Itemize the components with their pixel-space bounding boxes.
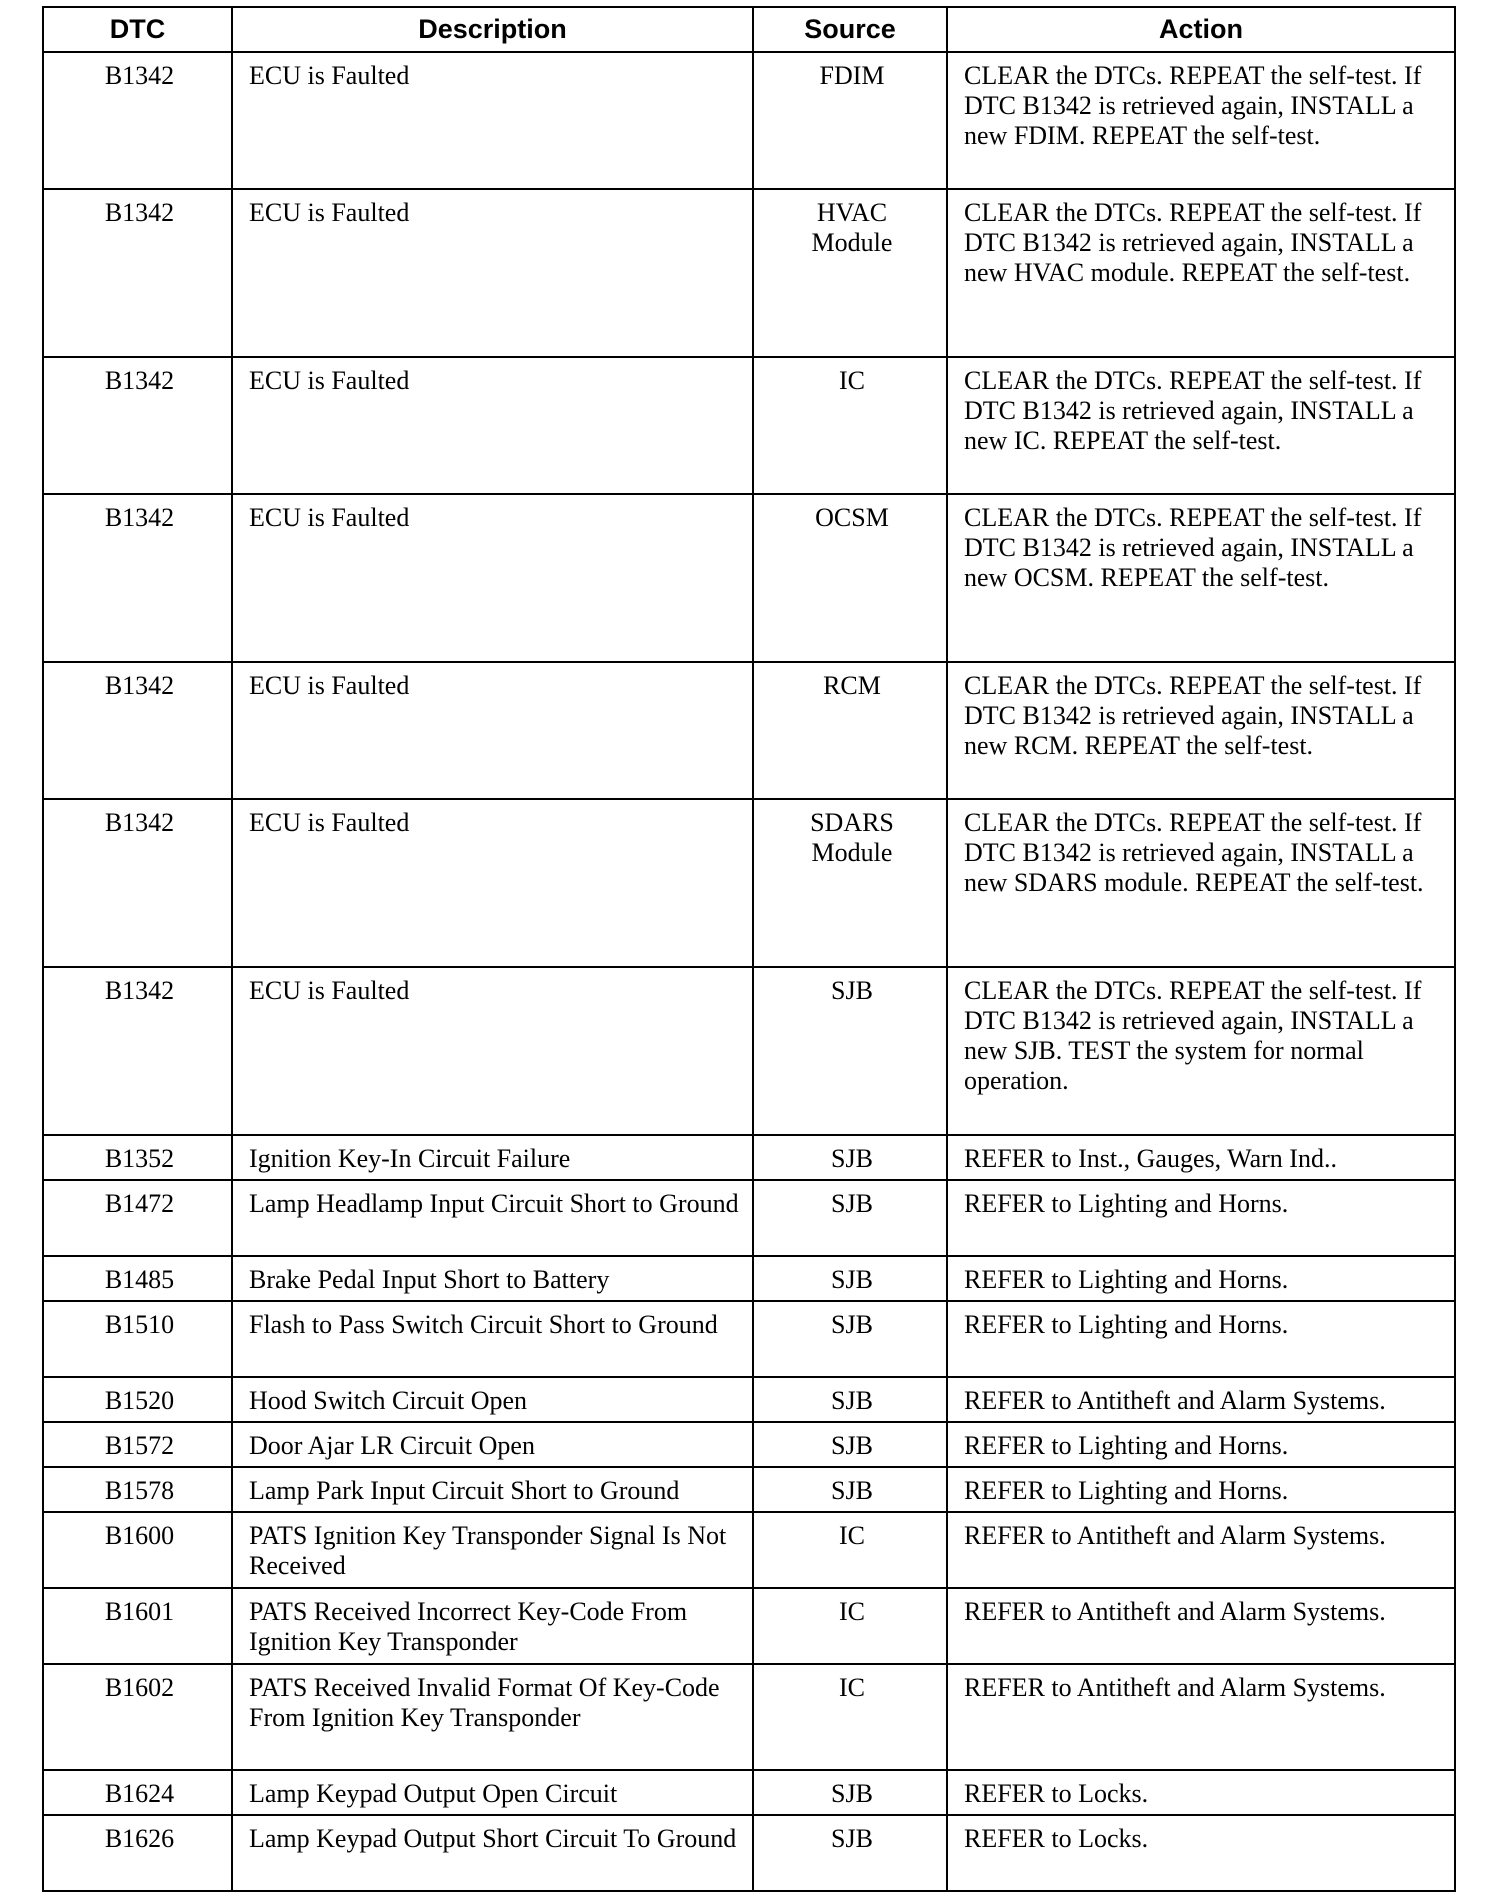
source-cell: SDARS Module [753, 799, 947, 967]
dtc-cell: B1342 [43, 799, 232, 967]
dtc-cell: B1342 [43, 967, 232, 1135]
dtc-cell: B1342 [43, 357, 232, 494]
source-cell: SJB [753, 1377, 947, 1422]
table-row [43, 1588, 1455, 1664]
source-cell: RCM [753, 662, 947, 799]
source-cell: HVAC Module [753, 189, 947, 357]
source-cell: SJB [753, 967, 947, 1135]
table-row [43, 1815, 1455, 1891]
table-row [43, 1512, 1455, 1588]
action-cell: CLEAR the DTCs. REPEAT the self-test. If DTC B1342 is retrieved again, INSTALL a new IC. REPEAT the self-test. [947, 357, 1455, 494]
description-cell: Ignition Key-In Circuit Failure [232, 1135, 753, 1180]
source-cell: SJB [753, 1770, 947, 1815]
table-row [43, 1301, 1455, 1377]
table-row [43, 494, 1455, 662]
action-cell: REFER to Lighting and Horns. [947, 1467, 1455, 1512]
action-cell: CLEAR the DTCs. REPEAT the self-test. If DTC B1342 is retrieved again, INSTALL a new SJB. TEST the system for normal operation. [947, 967, 1455, 1135]
table-row [43, 189, 1455, 357]
source-cell: FDIM [753, 52, 947, 189]
source-cell: SJB [753, 1256, 947, 1301]
description-cell: Door Ajar LR Circuit Open [232, 1422, 753, 1467]
action-cell: REFER to Lighting and Horns. [947, 1256, 1455, 1301]
dtc-cell: B1510 [43, 1301, 232, 1377]
action-cell: CLEAR the DTCs. REPEAT the self-test. If DTC B1342 is retrieved again, INSTALL a new FDIM. REPEAT the self-test. [947, 52, 1455, 189]
source-cell: IC [753, 1664, 947, 1770]
table-row [43, 1377, 1455, 1422]
dtc-cell: B1352 [43, 1135, 232, 1180]
description-cell: ECU is Faulted [232, 799, 753, 967]
table-row [43, 52, 1455, 189]
dtc-cell: B1342 [43, 52, 232, 189]
description-cell: Lamp Keypad Output Short Circuit To Ground [232, 1815, 753, 1891]
dtc-cell: B1578 [43, 1467, 232, 1512]
action-cell: REFER to Inst., Gauges, Warn Ind.. [947, 1135, 1455, 1180]
action-cell: CLEAR the DTCs. REPEAT the self-test. If DTC B1342 is retrieved again, INSTALL a new OCSM. REPEAT the self-test. [947, 494, 1455, 662]
dtc-cell: B1626 [43, 1815, 232, 1891]
description-cell: ECU is Faulted [232, 189, 753, 357]
source-cell: IC [753, 1588, 947, 1664]
action-cell: REFER to Lighting and Horns. [947, 1301, 1455, 1377]
description-cell: ECU is Faulted [232, 494, 753, 662]
description-cell: PATS Received Invalid Format Of Key-Code From Ignition Key Transponder [232, 1664, 753, 1770]
source-cell: SJB [753, 1301, 947, 1377]
dtc-table [42, 6, 1456, 1892]
description-cell: Lamp Keypad Output Open Circuit [232, 1770, 753, 1815]
dtc-cell: B1520 [43, 1377, 232, 1422]
description-cell: ECU is Faulted [232, 967, 753, 1135]
source-cell: SJB [753, 1180, 947, 1256]
header-dtc: DTC [43, 7, 232, 52]
table-row [43, 799, 1455, 967]
source-cell: SJB [753, 1135, 947, 1180]
description-cell: ECU is Faulted [232, 52, 753, 189]
action-cell: REFER to Locks. [947, 1815, 1455, 1891]
table-row [43, 1422, 1455, 1467]
description-cell: Hood Switch Circuit Open [232, 1377, 753, 1422]
table-row [43, 357, 1455, 494]
action-cell: CLEAR the DTCs. REPEAT the self-test. If DTC B1342 is retrieved again, INSTALL a new RCM. REPEAT the self-test. [947, 662, 1455, 799]
table-row [43, 1664, 1455, 1770]
source-cell: SJB [753, 1422, 947, 1467]
description-cell: Brake Pedal Input Short to Battery [232, 1256, 753, 1301]
dtc-cell: B1600 [43, 1512, 232, 1588]
dtc-cell: B1624 [43, 1770, 232, 1815]
description-cell: Lamp Headlamp Input Circuit Short to Ground [232, 1180, 753, 1256]
header-description: Description [232, 7, 753, 52]
action-cell: REFER to Antitheft and Alarm Systems. [947, 1377, 1455, 1422]
header-source: Source [753, 7, 947, 52]
table-row [43, 967, 1455, 1135]
dtc-cell: B1342 [43, 662, 232, 799]
action-cell: REFER to Lighting and Horns. [947, 1422, 1455, 1467]
action-cell: REFER to Antitheft and Alarm Systems. [947, 1588, 1455, 1664]
header-action: Action [947, 7, 1455, 52]
table-row [43, 1770, 1455, 1815]
dtc-cell: B1572 [43, 1422, 232, 1467]
source-cell: IC [753, 357, 947, 494]
description-cell: Flash to Pass Switch Circuit Short to Ground [232, 1301, 753, 1377]
table-row [43, 1180, 1455, 1256]
table-row [43, 662, 1455, 799]
action-cell: REFER to Locks. [947, 1770, 1455, 1815]
dtc-cell: B1342 [43, 189, 232, 357]
header-row [43, 7, 1455, 52]
dtc-cell: B1342 [43, 494, 232, 662]
description-cell: Lamp Park Input Circuit Short to Ground [232, 1467, 753, 1512]
table-row [43, 1135, 1455, 1180]
source-cell: IC [753, 1512, 947, 1588]
action-cell: REFER to Lighting and Horns. [947, 1180, 1455, 1256]
source-cell: SJB [753, 1467, 947, 1512]
dtc-cell: B1472 [43, 1180, 232, 1256]
table-row [43, 1467, 1455, 1512]
action-cell: REFER to Antitheft and Alarm Systems. [947, 1512, 1455, 1588]
action-cell: CLEAR the DTCs. REPEAT the self-test. If DTC B1342 is retrieved again, INSTALL a new SDARS module. REPEAT the self-test. [947, 799, 1455, 967]
description-cell: ECU is Faulted [232, 357, 753, 494]
description-cell: ECU is Faulted [232, 662, 753, 799]
source-cell: SJB [753, 1815, 947, 1891]
dtc-cell: B1485 [43, 1256, 232, 1301]
action-cell: CLEAR the DTCs. REPEAT the self-test. If DTC B1342 is retrieved again, INSTALL a new HVAC module. REPEAT the self-test. [947, 189, 1455, 357]
table-row [43, 1256, 1455, 1301]
description-cell: PATS Ignition Key Transponder Signal Is Not Received [232, 1512, 753, 1588]
description-cell: PATS Received Incorrect Key-Code From Ignition Key Transponder [232, 1588, 753, 1664]
source-cell: OCSM [753, 494, 947, 662]
action-cell: REFER to Antitheft and Alarm Systems. [947, 1664, 1455, 1770]
dtc-cell: B1602 [43, 1664, 232, 1770]
dtc-cell: B1601 [43, 1588, 232, 1664]
